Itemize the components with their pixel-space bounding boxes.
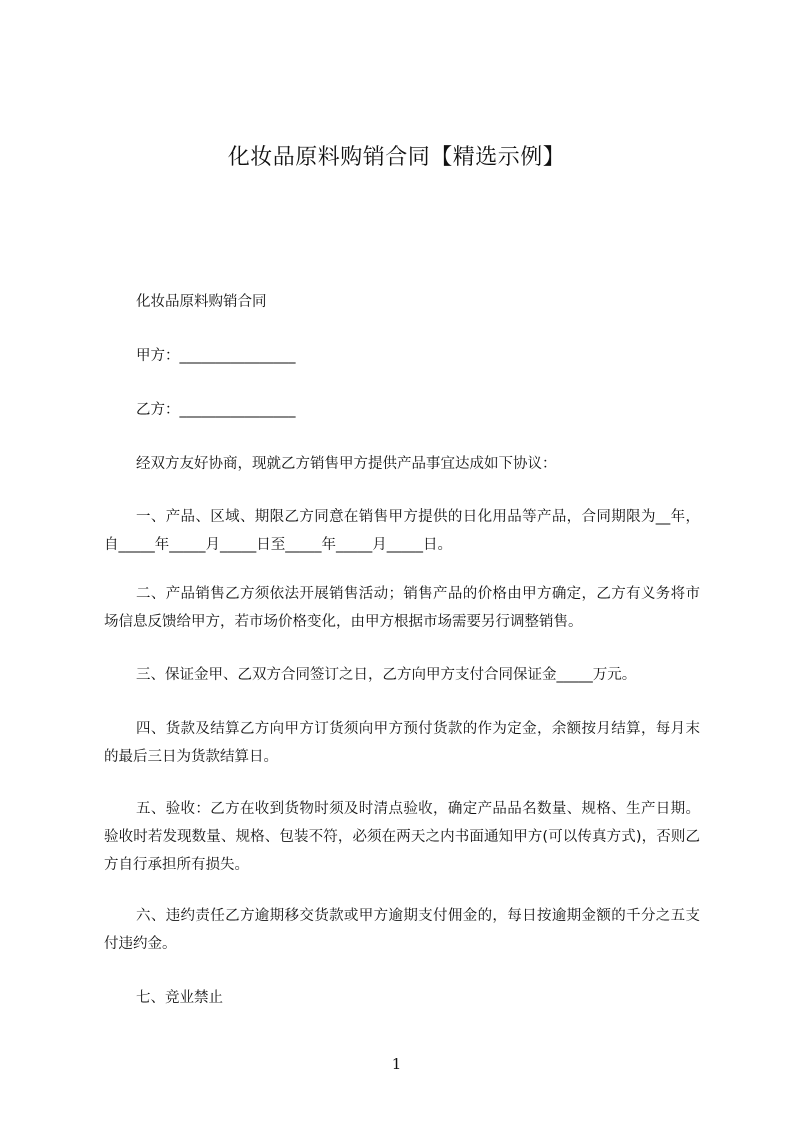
document-title: 化妆品原料购销合同【精选示例】 (227, 145, 566, 170)
clause-5-paragraph: 五、验收：乙方在收到货物时须及时清点验收，确定产品品名数量、规格、生产日期。验收时若发现数量、规格、包装不符，必须在两天之内书面通知甲方(可以传真方式)，否则乙方自行承担所有损失。 (104, 801, 700, 873)
party-a-line: 甲方：________________ (136, 348, 296, 364)
clause-4-paragraph: 四、货款及结算乙方向甲方订货须向甲方预付货款的作为定金，余额按月结算，每月末的最后三日为货款结算日。 (104, 721, 700, 765)
preamble-paragraph: 经双方友好协商，现就乙方销售甲方提供产品事宜达成如下协议： (136, 456, 557, 472)
clause-7-heading: 七、竞业禁止 (136, 990, 223, 1006)
clause-1-paragraph: 一、产品、区域、期限乙方同意在销售甲方提供的日化用品等产品，合同期限为__年，自_____年_____月_____日至_____年_____月_____日。 (104, 509, 700, 553)
page-number: 1 (391, 1055, 402, 1073)
contract-heading: 化妆品原料购销合同 (136, 294, 267, 310)
party-b-line: 乙方：________________ (136, 402, 296, 418)
clause-3-paragraph: 三、保证金甲、乙双方合同签订之日，乙方向甲方支付合同保证金_____万元。 (136, 667, 637, 683)
clause-6-paragraph: 六、违约责任乙方逾期移交货款或甲方逾期支付佣金的，每日按逾期金额的千分之五支付违约金。 (104, 908, 700, 952)
clause-2-paragraph: 二、产品销售乙方须依法开展销售活动；销售产品的价格由甲方确定，乙方有义务将市场信息反馈给甲方，若市场价格变化，由甲方根据市场需要另行调整销售。 (104, 586, 700, 630)
